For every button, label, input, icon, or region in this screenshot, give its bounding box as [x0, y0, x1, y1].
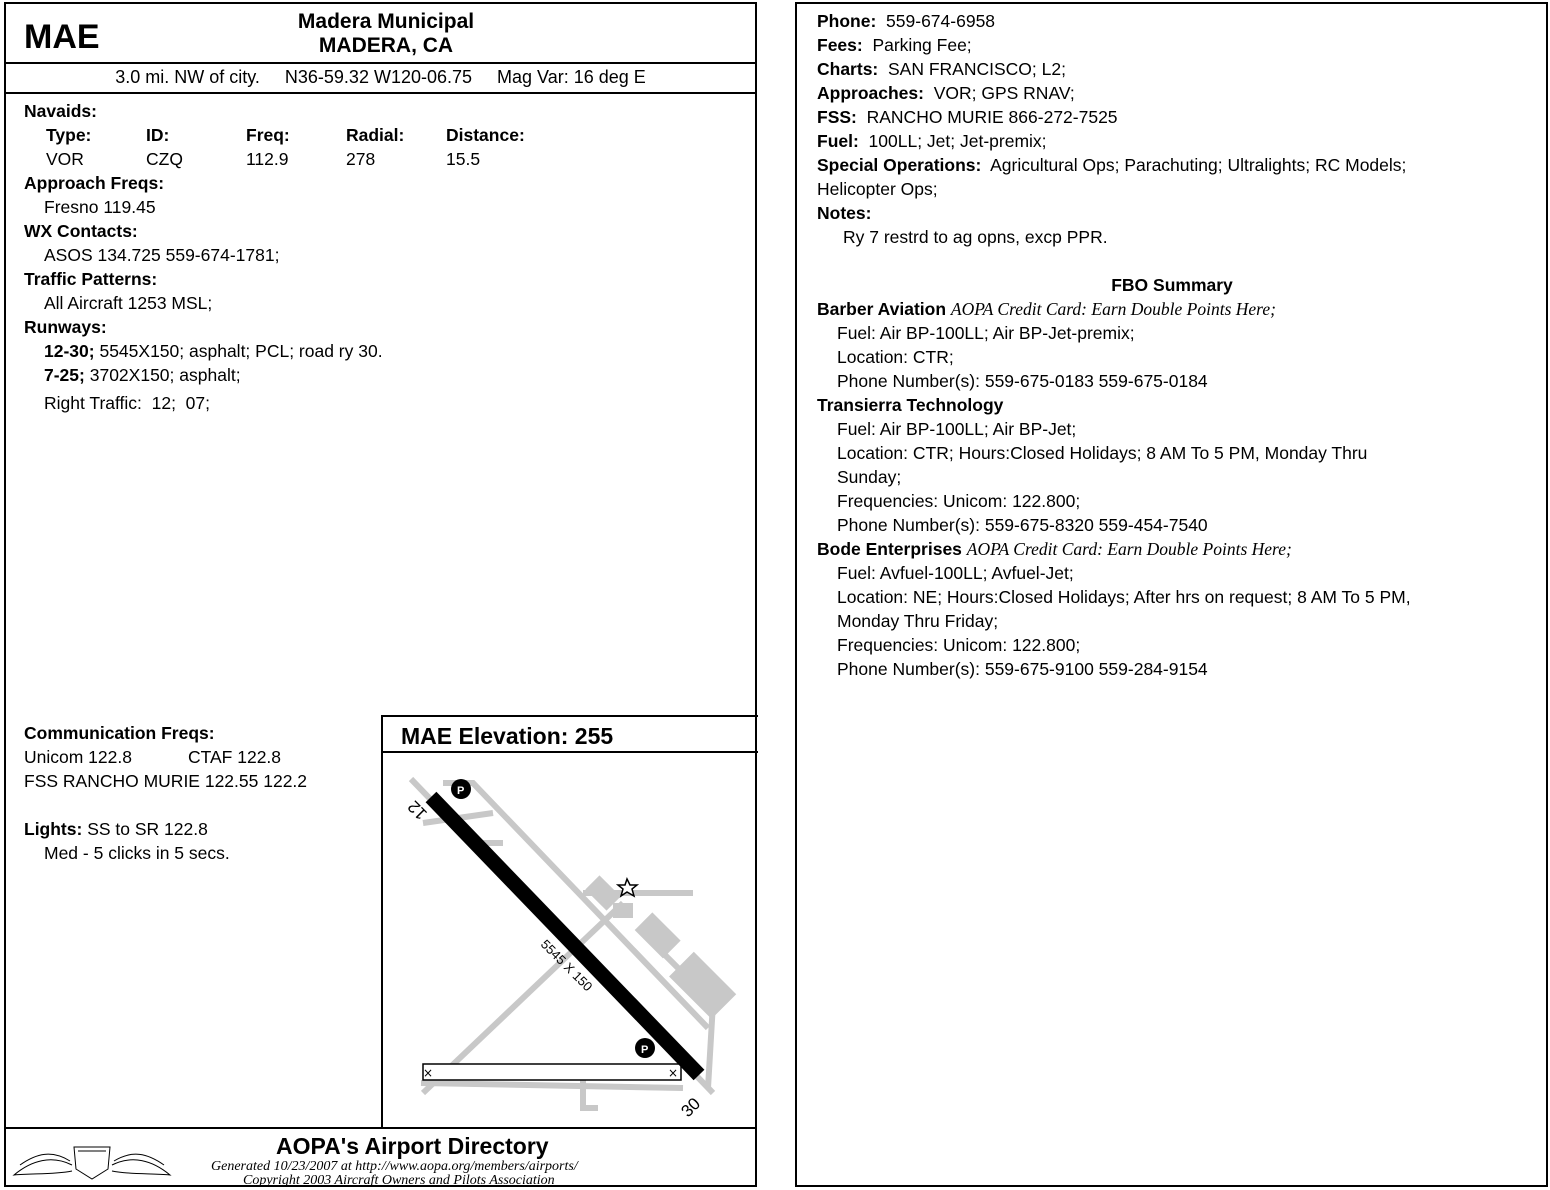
coordinates-text: N36-59.32 W120-06.75	[284, 67, 473, 87]
notes-label: Notes:	[817, 203, 872, 223]
runway-7-25	[423, 1064, 681, 1080]
parking-icon-label: P	[641, 1044, 649, 1056]
divider	[6, 62, 755, 64]
fbo-detail-line: Sunday;	[837, 467, 902, 487]
location-line	[6, 67, 755, 88]
airport-title	[236, 10, 536, 58]
phone-value: 559-674-6958	[886, 11, 996, 31]
runway-end-12: 12	[404, 796, 431, 824]
comm-section	[24, 721, 307, 865]
comm-title: Communication Freqs:	[24, 723, 215, 743]
approaches-label: Approaches:	[817, 83, 924, 103]
fbo-header	[817, 297, 1517, 321]
magvar-text: Mag Var: 16 deg E	[497, 67, 646, 87]
fuel-value: 100LL; Jet; Jet-premix;	[868, 131, 1047, 151]
comm-unicom-row	[24, 745, 307, 769]
fbo-list	[817, 297, 1517, 681]
fss-freq: FSS RANCHO MURIE 122.55 122.2	[24, 771, 308, 791]
airport-info-panel	[4, 2, 757, 1187]
footer	[6, 1127, 755, 1189]
generated-text: Generated 10/23/2007 at http://www.aopa.org/members/airports/	[211, 1159, 578, 1174]
copyright-text: Copyright 2003 Aircraft Owners and Pilots Association	[243, 1173, 555, 1188]
airport-code: MAE	[24, 18, 100, 56]
runway-desc: 3702X150; asphalt;	[89, 365, 241, 385]
runway-end-mark: ×	[423, 1066, 434, 1080]
runways-title: Runways:	[24, 317, 107, 337]
approach-title: Approach Freqs:	[24, 173, 165, 193]
navaid-header-freq: Freq:	[246, 125, 290, 145]
fbo-name: Barber Aviation	[817, 299, 947, 319]
airport-services-panel	[795, 2, 1548, 1187]
runway-desc: 5545X150; asphalt; PCL; road ry 30.	[99, 341, 383, 361]
navaid-header-distance: Distance:	[446, 125, 525, 145]
runway-end-mark: ×	[668, 1066, 679, 1080]
phone-row	[817, 9, 1517, 33]
wx-value: ASOS 134.725 559-674-1781;	[44, 245, 280, 265]
approaches-row	[817, 81, 1517, 105]
runway-7-25	[24, 363, 383, 387]
navaids-section	[24, 99, 97, 123]
airport-diagram-box	[381, 715, 758, 1127]
divider	[6, 92, 755, 94]
fbo-entry	[817, 393, 1517, 537]
charts-label: Charts:	[817, 59, 879, 79]
elevation-title: MAE Elevation: 255	[401, 723, 614, 749]
navaid-radial: 278	[346, 149, 376, 169]
fbo-promo: AOPA Credit Card: Earn Double Points Here;	[950, 299, 1276, 319]
fbo-promo: AOPA Credit Card: Earn Double Points Here;	[966, 539, 1292, 559]
traffic-value: All Aircraft 1253 MSL;	[44, 293, 213, 313]
runway-dimension-label: 5545 X 150	[537, 936, 596, 995]
parking-icon-label: P	[457, 785, 465, 797]
approaches-value: VOR; GPS RNAV;	[933, 83, 1075, 103]
lights-row	[24, 817, 307, 841]
airport-city: MADERA, CA	[318, 34, 454, 57]
notes-value: Ry 7 restrd to ag opns, excp PPR.	[843, 227, 1108, 247]
apron-buildings	[585, 875, 736, 1019]
fss-value: RANCHO MURIE 866-272-7525	[866, 107, 1118, 127]
airport-name: Madera Municipal	[297, 10, 475, 33]
fss-label: FSS:	[817, 107, 857, 127]
navaid-header-id: ID:	[146, 125, 170, 145]
fbo-header	[817, 537, 1517, 561]
navaid-freq: 112.9	[246, 149, 289, 169]
runway-12-30	[24, 339, 383, 363]
fbo-detail-line: Fuel: Air BP-100LL; Air BP-Jet-premix;	[837, 323, 1135, 343]
lights-value: SS to SR 122.8	[87, 819, 208, 839]
fbo-name: Bode Enterprises	[817, 539, 962, 559]
fbo-detail-line: Location: CTR;	[837, 347, 954, 367]
wx-title: WX Contacts:	[24, 221, 138, 241]
navaids-title: Navaids:	[24, 101, 97, 121]
approach-section	[24, 171, 383, 415]
phone-label: Phone:	[817, 11, 877, 31]
fbo-detail-line: Phone Number(s): 559-675-0183 559-675-0184	[837, 371, 1208, 391]
fbo-detail-line: Frequencies: Unicom: 122.800;	[837, 635, 1081, 655]
airport-diagram	[383, 753, 756, 1125]
fss-row	[817, 105, 1517, 129]
navaid-type: VOR	[46, 149, 84, 169]
specops-row-2: Helicopter Ops;	[817, 179, 938, 199]
fees-value: Parking Fee;	[872, 35, 972, 55]
fbo-detail-line: Location: CTR; Hours:Closed Holidays; 8 AM To 5 PM, Monday Thru	[837, 443, 1368, 463]
taxiway-east	[443, 783, 708, 1028]
fbo-detail-line: Fuel: Air BP-100LL; Air BP-Jet;	[837, 419, 1077, 439]
traffic-title: Traffic Patterns:	[24, 269, 158, 289]
specops-value: Agricultural Ops; Parachuting; Ultralights; RC Models;	[990, 155, 1407, 175]
navaid-header-type: Type:	[46, 125, 92, 145]
fbo-detail-line: Fuel: Avfuel-100LL; Avfuel-Jet;	[837, 563, 1074, 583]
services-list	[817, 9, 1517, 681]
footer-title: AOPA's Airport Directory	[276, 1133, 549, 1159]
runway-id: 7-25;	[44, 365, 85, 385]
fbo-name: Transierra Technology	[817, 395, 1004, 415]
unicom-freq: Unicom 122.8	[24, 747, 132, 767]
fbo-summary-title: FBO Summary	[1111, 275, 1233, 295]
charts-value: SAN FRANCISCO; L2;	[888, 59, 1066, 79]
navaid-distance: 15.5	[446, 149, 481, 169]
right-traffic: Right Traffic: 12; 07;	[44, 393, 211, 413]
aopa-logo-icon	[12, 1135, 172, 1183]
navaid-id: CZQ	[146, 149, 183, 169]
fbo-header	[817, 393, 1517, 417]
fees-label: Fees:	[817, 35, 863, 55]
specops-row	[817, 153, 1517, 177]
fbo-detail-line: Location: NE; Hours:Closed Holidays; After hrs on request; 8 AM To 5 PM,	[837, 587, 1411, 607]
fbo-detail-line: Phone Number(s): 559-675-9100 559-284-9154	[837, 659, 1208, 679]
distance-text: 3.0 mi. NW of city.	[115, 67, 260, 87]
approach-value: Fresno 119.45	[44, 197, 156, 217]
fuel-label: Fuel:	[817, 131, 859, 151]
specops-label: Special Operations:	[817, 155, 982, 175]
taxiway-south	[421, 1083, 683, 1088]
fbo-detail-line: Monday Thru Friday;	[837, 611, 999, 631]
navaid-header-radial: Radial:	[346, 125, 405, 145]
lights-label: Lights:	[24, 819, 83, 839]
ctaf-freq: CTAF 122.8	[187, 747, 282, 767]
fbo-detail-line: Phone Number(s): 559-675-8320 559-454-7540	[837, 515, 1208, 535]
fbo-detail-line: Frequencies: Unicom: 122.800;	[837, 491, 1081, 511]
charts-row	[817, 57, 1517, 81]
fbo-entry	[817, 537, 1517, 681]
runway-id: 12-30;	[44, 341, 95, 361]
fuel-row	[817, 129, 1517, 153]
fees-row	[817, 33, 1517, 57]
runway-end-30: 30	[677, 1094, 705, 1121]
fbo-entry	[817, 297, 1517, 393]
lights-detail: Med - 5 clicks in 5 secs.	[44, 843, 230, 863]
